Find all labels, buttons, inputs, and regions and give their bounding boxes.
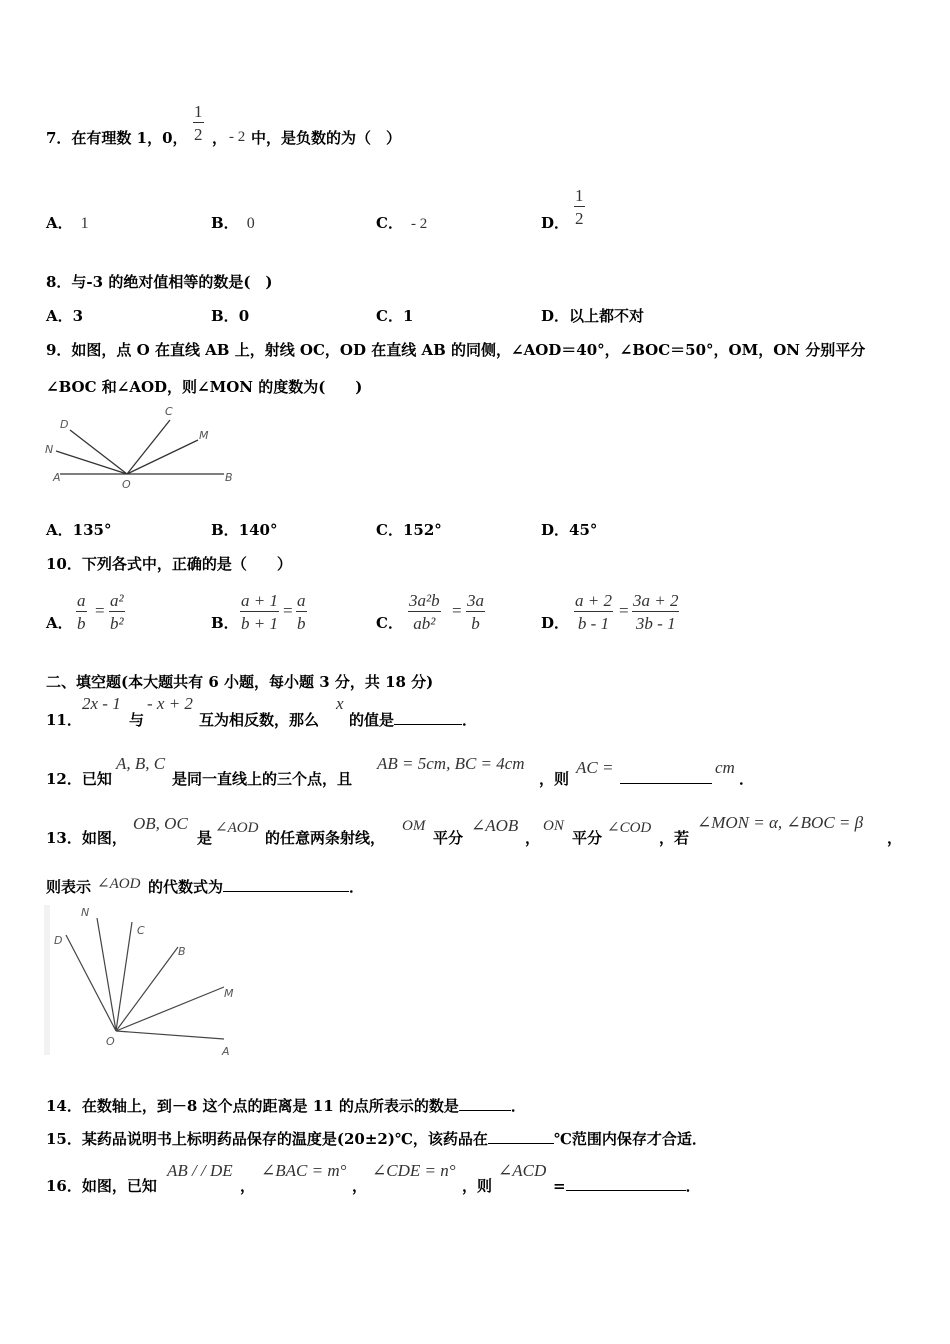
q10-stem: 10．下列各式中，正确的是（ ） — [46, 555, 292, 573]
q9-ray-oc — [127, 420, 170, 474]
q7-option-c-value: - 2 — [410, 216, 428, 232]
q10-option-c-right — [466, 592, 485, 632]
q16-parallel: AB / / DE — [167, 1161, 233, 1180]
q9-label-a: A — [53, 471, 61, 484]
q7-fraction — [193, 103, 204, 143]
q9-label-n: N — [45, 443, 54, 456]
q9-ray-od — [70, 430, 127, 474]
q7-option-d-num: 1 — [575, 186, 584, 205]
q7-sep: ， — [212, 129, 228, 147]
q7-stem — [46, 127, 188, 148]
q8-option-c-label: C． — [376, 307, 403, 325]
q7-option-b — [211, 212, 255, 233]
q10-option-b-eq: = — [283, 601, 293, 620]
q13-aod2: ∠AOD — [97, 876, 141, 892]
q12-w2: ，则 — [539, 770, 570, 788]
q13-w1: 是 — [197, 829, 213, 847]
q13-w5: ，若 — [659, 829, 690, 847]
q10-option-d-left — [574, 592, 613, 632]
q10-d-l-den: b - 1 — [574, 611, 613, 632]
q10-option-c-eq: = — [452, 601, 462, 620]
q13-condition: ∠MON = α, ∠BOC = β — [697, 813, 864, 832]
q13-comma2: ， — [887, 829, 903, 847]
q9-label-o: O — [122, 478, 131, 491]
q16-answer — [553, 1175, 701, 1196]
q13-om: OM — [402, 818, 426, 834]
q12-points: A, B, C — [116, 754, 166, 773]
q16-c2: ， — [352, 1177, 368, 1195]
q9-option-a-value: 135° — [72, 521, 112, 539]
q10-option-c-label: C． — [376, 614, 403, 632]
q9-label-c: C — [165, 405, 173, 418]
q9-option-b-label: B． — [211, 521, 239, 539]
q8-option-d — [541, 305, 644, 326]
q13-line2a: 则表示 — [46, 878, 92, 896]
q13-aob: ∠AOB — [471, 816, 519, 835]
q7-option-d-fraction — [574, 187, 585, 227]
q12-unit: cm — [715, 758, 735, 777]
q10-d-r-den: 3b - 1 — [632, 611, 679, 632]
q16-num: 16．如图，已知 — [46, 1177, 157, 1195]
q13-line2b-wrap — [148, 876, 364, 897]
q13-label-m: M — [224, 987, 234, 1000]
q13-line2 — [46, 876, 91, 897]
q9-label-d: D — [60, 418, 69, 431]
q10-option-d-eq: = — [619, 601, 629, 620]
q8-option-a-label: A． — [46, 307, 73, 325]
q13-comma1: ， — [525, 829, 541, 847]
q11-end: ． — [462, 711, 478, 729]
q9-option-d-label: D． — [541, 521, 570, 539]
q10-a-l-den: b — [76, 611, 87, 632]
q10-c-r-num: 3a — [467, 591, 484, 610]
q11-var: x — [336, 694, 344, 713]
q13-w3: 平分 — [433, 829, 464, 847]
q7-option-d-label: D． — [541, 214, 570, 232]
q8-option-b — [211, 305, 249, 326]
q13-num: 13．如图， — [46, 829, 127, 847]
q8-option-a-value: 3 — [72, 307, 84, 325]
q11-answer-blank[interactable] — [394, 724, 462, 725]
q15-text-a: 15．某药品说明书上标明药品保存的温度是(20±2)℃，该药品在 — [46, 1130, 488, 1148]
q9-stem-line1: 9．如图，点 O 在直线 AB 上，射线 OC，OD 在直线 AB 的同侧，∠AOD＝40°，∠BOC＝50°，OM，ON 分别平分 — [46, 341, 866, 359]
q16-answer-blank[interactable] — [566, 1190, 686, 1191]
q10-a-r-num: a² — [110, 591, 124, 610]
q13-w2: 的任意两条射线， — [265, 829, 386, 847]
section2-heading: 二、填空题(本大题共有 6 小题，每小题 3 分，共 18 分) — [46, 673, 434, 691]
q10-option-c-left — [408, 592, 441, 632]
q7-neg: - 2 — [229, 129, 246, 145]
q16-bac: ∠BAC = m° — [261, 1161, 347, 1180]
q7-option-b-value: 0 — [246, 215, 255, 232]
q7-option-c — [376, 212, 427, 233]
q13-label-o: O — [106, 1035, 115, 1048]
q11-w1: 与 — [129, 711, 145, 729]
q14-text: 14．在数轴上，到－8 这个点的距离是 11 的点所表示的数是 — [46, 1097, 459, 1115]
q8-option-b-label: B． — [211, 307, 239, 325]
q8-option-d-value: 以上都不对 — [569, 307, 645, 325]
q8-stem: 8．与-3 的绝对值相等的数是( ) — [46, 273, 273, 291]
q9-figure — [40, 402, 240, 492]
q16-c1: ， — [240, 1177, 256, 1195]
q8-option-b-value: 0 — [238, 307, 250, 325]
q13-rays: OB, OC — [133, 814, 188, 833]
q10-option-b-left — [240, 592, 279, 632]
q10-option-a-eq: = — [95, 601, 105, 620]
q15-answer-blank[interactable] — [488, 1143, 554, 1144]
q10-b-l-num: a + 1 — [241, 591, 278, 610]
q14-stem — [46, 1095, 526, 1116]
q15-stem — [46, 1128, 707, 1149]
q13-label-b: B — [178, 945, 186, 958]
q9-ray-on — [56, 451, 127, 474]
q7-text-a: 7．在有理数 1，0， — [46, 129, 188, 147]
q10-option-a-left — [76, 592, 87, 632]
q10-option-b-right — [296, 592, 307, 632]
q14-answer-blank[interactable] — [459, 1110, 511, 1111]
q10-c-r-den: b — [466, 611, 485, 632]
q11-expr2: - x + 2 — [147, 694, 193, 713]
q7-option-a — [46, 212, 89, 233]
q13-end: ． — [349, 878, 365, 896]
q7-option-d-den: 2 — [574, 206, 585, 227]
q10-option-a-right — [109, 592, 125, 632]
q9-stem-line2: ∠BOC 和∠AOD，则∠MON 的度数为( ) — [46, 378, 363, 396]
q9-option-b — [211, 519, 278, 540]
q16-eq: = — [553, 1177, 566, 1195]
q16-cde: ∠CDE = n° — [372, 1161, 456, 1180]
q9-ray-om — [127, 440, 198, 474]
q13-label-d: D — [54, 934, 63, 947]
q9-label-m: M — [199, 429, 209, 442]
q12-answer-blank[interactable] — [620, 783, 712, 784]
q10-d-r-num: 3a + 2 — [633, 591, 679, 610]
q8-option-d-label: D． — [541, 307, 570, 325]
q13-label-c: C — [137, 924, 145, 937]
q11-w3 — [349, 709, 477, 730]
q13-answer-blank[interactable] — [223, 891, 349, 892]
q11-expr1: 2x - 1 — [82, 694, 121, 713]
q10-b-r-den: b — [296, 611, 307, 632]
q9-label-b: B — [225, 471, 233, 484]
q13-on: ON — [543, 818, 564, 834]
q10-a-l-num: a — [77, 591, 86, 610]
q8-option-c — [376, 305, 413, 326]
q7-option-c-label: C． — [376, 214, 403, 232]
q9-option-d-value: 45° — [569, 521, 598, 539]
q7-option-a-label: A． — [46, 214, 73, 232]
q9-option-c-value: 152° — [402, 521, 442, 539]
q11-w2: 互为相反数，那么 — [199, 711, 320, 729]
q13-aod: ∠AOD — [215, 820, 259, 836]
q9-option-d — [541, 519, 597, 540]
q13-cod: ∠COD — [607, 820, 652, 836]
q10-option-d-label: D． — [541, 614, 570, 632]
q10-option-b-label: B． — [211, 614, 239, 632]
q13-label-a: A — [222, 1045, 230, 1058]
q11-num: 11． — [46, 711, 82, 729]
q12-end: ． — [739, 770, 755, 788]
q13-ray-oa — [116, 1031, 224, 1039]
q10-option-d-right — [632, 592, 679, 632]
q7-frac-den: 2 — [193, 122, 204, 143]
q16-w: ，则 — [462, 1177, 493, 1195]
q12-w1: 是同一直线上的三个点，且 — [172, 770, 353, 788]
q8-option-a — [46, 305, 83, 326]
q12-ac: AC = — [576, 758, 614, 777]
q12-num: 12．已知 — [46, 770, 112, 788]
q7-option-b-label: B． — [211, 214, 239, 232]
q8-option-c-value: 1 — [402, 307, 414, 325]
q10-c-l-num: 3a²b — [409, 591, 440, 610]
q9-option-c — [376, 519, 442, 540]
q13-w4: 平分 — [572, 829, 603, 847]
q9-option-a-label: A． — [46, 521, 73, 539]
q10-d-l-num: a + 2 — [575, 591, 612, 610]
q10-b-l-den: b + 1 — [240, 611, 279, 632]
q16-acd: ∠ACD — [498, 1161, 547, 1180]
q14-end: ． — [510, 1097, 526, 1115]
q7-text-b: 中，是负数的为（ ） — [251, 129, 402, 147]
q13-label-n: N — [81, 906, 90, 919]
q13-figure — [44, 905, 244, 1060]
q15-text-b: ℃范围内保存才合适． — [553, 1130, 707, 1148]
q13-line2b: 的代数式为 — [148, 878, 224, 896]
q11-w3-text: 的值是 — [349, 711, 395, 729]
q10-b-r-num: a — [297, 591, 306, 610]
q16-end: ． — [685, 1177, 701, 1195]
q13-ray-oc — [116, 922, 132, 1031]
q9-option-b-value: 140° — [238, 521, 278, 539]
q7-frac-num: 1 — [194, 102, 203, 121]
q12-condition: AB = 5cm, BC = 4cm — [377, 754, 525, 773]
q10-a-r-den: b² — [109, 611, 125, 632]
q9-option-c-label: C． — [376, 521, 403, 539]
q10-c-l-den: ab² — [408, 611, 441, 632]
q7-option-a-value: 1 — [80, 215, 89, 232]
q9-option-a — [46, 519, 111, 540]
q10-option-a-label: A． — [46, 614, 73, 632]
